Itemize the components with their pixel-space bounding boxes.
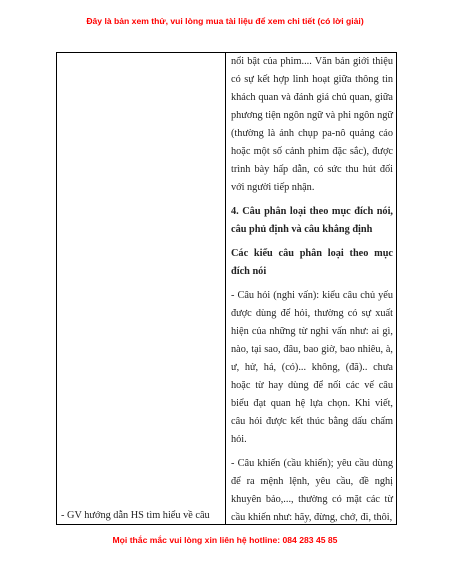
film-intro-paragraph: nổi bật của phim.... Văn bản giới thiệu có sự kết hợp linh hoạt giữa thông tin khách quan và đánh giá chủ quan, giữa phương tiện ngôn ngữ và phi ngôn ngữ (thường là ảnh chụp pa-nô quảng cáo hoặc một số cảnh phim đặc sắc), được trình bày hấp dẫn, có sức thu hút đối với người tiếp nhận.: [231, 56, 393, 193]
question-sentence-paragraph: - Câu hỏi (nghi vấn): kiểu câu chủ yếu được dùng để hỏi, thường có sự xuất hiện của những từ nghi vấn như: ai gì, nào, tại sao, đâu, bao giờ, bao nhiêu, à, ư, hử, há, (có)... không, (đã).. chưa hoặc từ hay dùng để nối các vế câu biểu đạt quan hệ lựa chọn. Khi viết, câu hỏi được kết thúc bằng dấu chấm hỏi.: [231, 290, 393, 445]
section-heading: 4. Câu phân loại theo mục đích nói, câu phủ định và câu khẳng định: [231, 206, 393, 235]
right-column-cell: [231, 53, 393, 525]
subsection-heading: Các kiểu câu phân loại theo mục đích nói: [231, 248, 393, 277]
imperative-sentence-paragraph: - Câu khiến (cầu khiến); yêu cầu dùng để ra mệnh lệnh, yêu cầu, đề nghị khuyên bảo,..., thường có mặt các từ cầu khiến như: hãy, đừng, chớ, đi, thôi,: [231, 458, 393, 523]
teacher-activity-text: - GV hướng dẫn HS tìm hiểu về câu: [61, 510, 210, 521]
column-divider: [225, 53, 226, 524]
left-column-cell: [61, 53, 221, 524]
content-table: [56, 52, 397, 525]
preview-notice-banner: Đây là bản xem thử, vui lòng mua tài liệu để xem chi tiết (có lời giải): [86, 16, 364, 26]
hotline-footer-banner: Mọi thắc mắc vui lòng xin liên hệ hotline: 084 283 45 85: [112, 535, 338, 545]
